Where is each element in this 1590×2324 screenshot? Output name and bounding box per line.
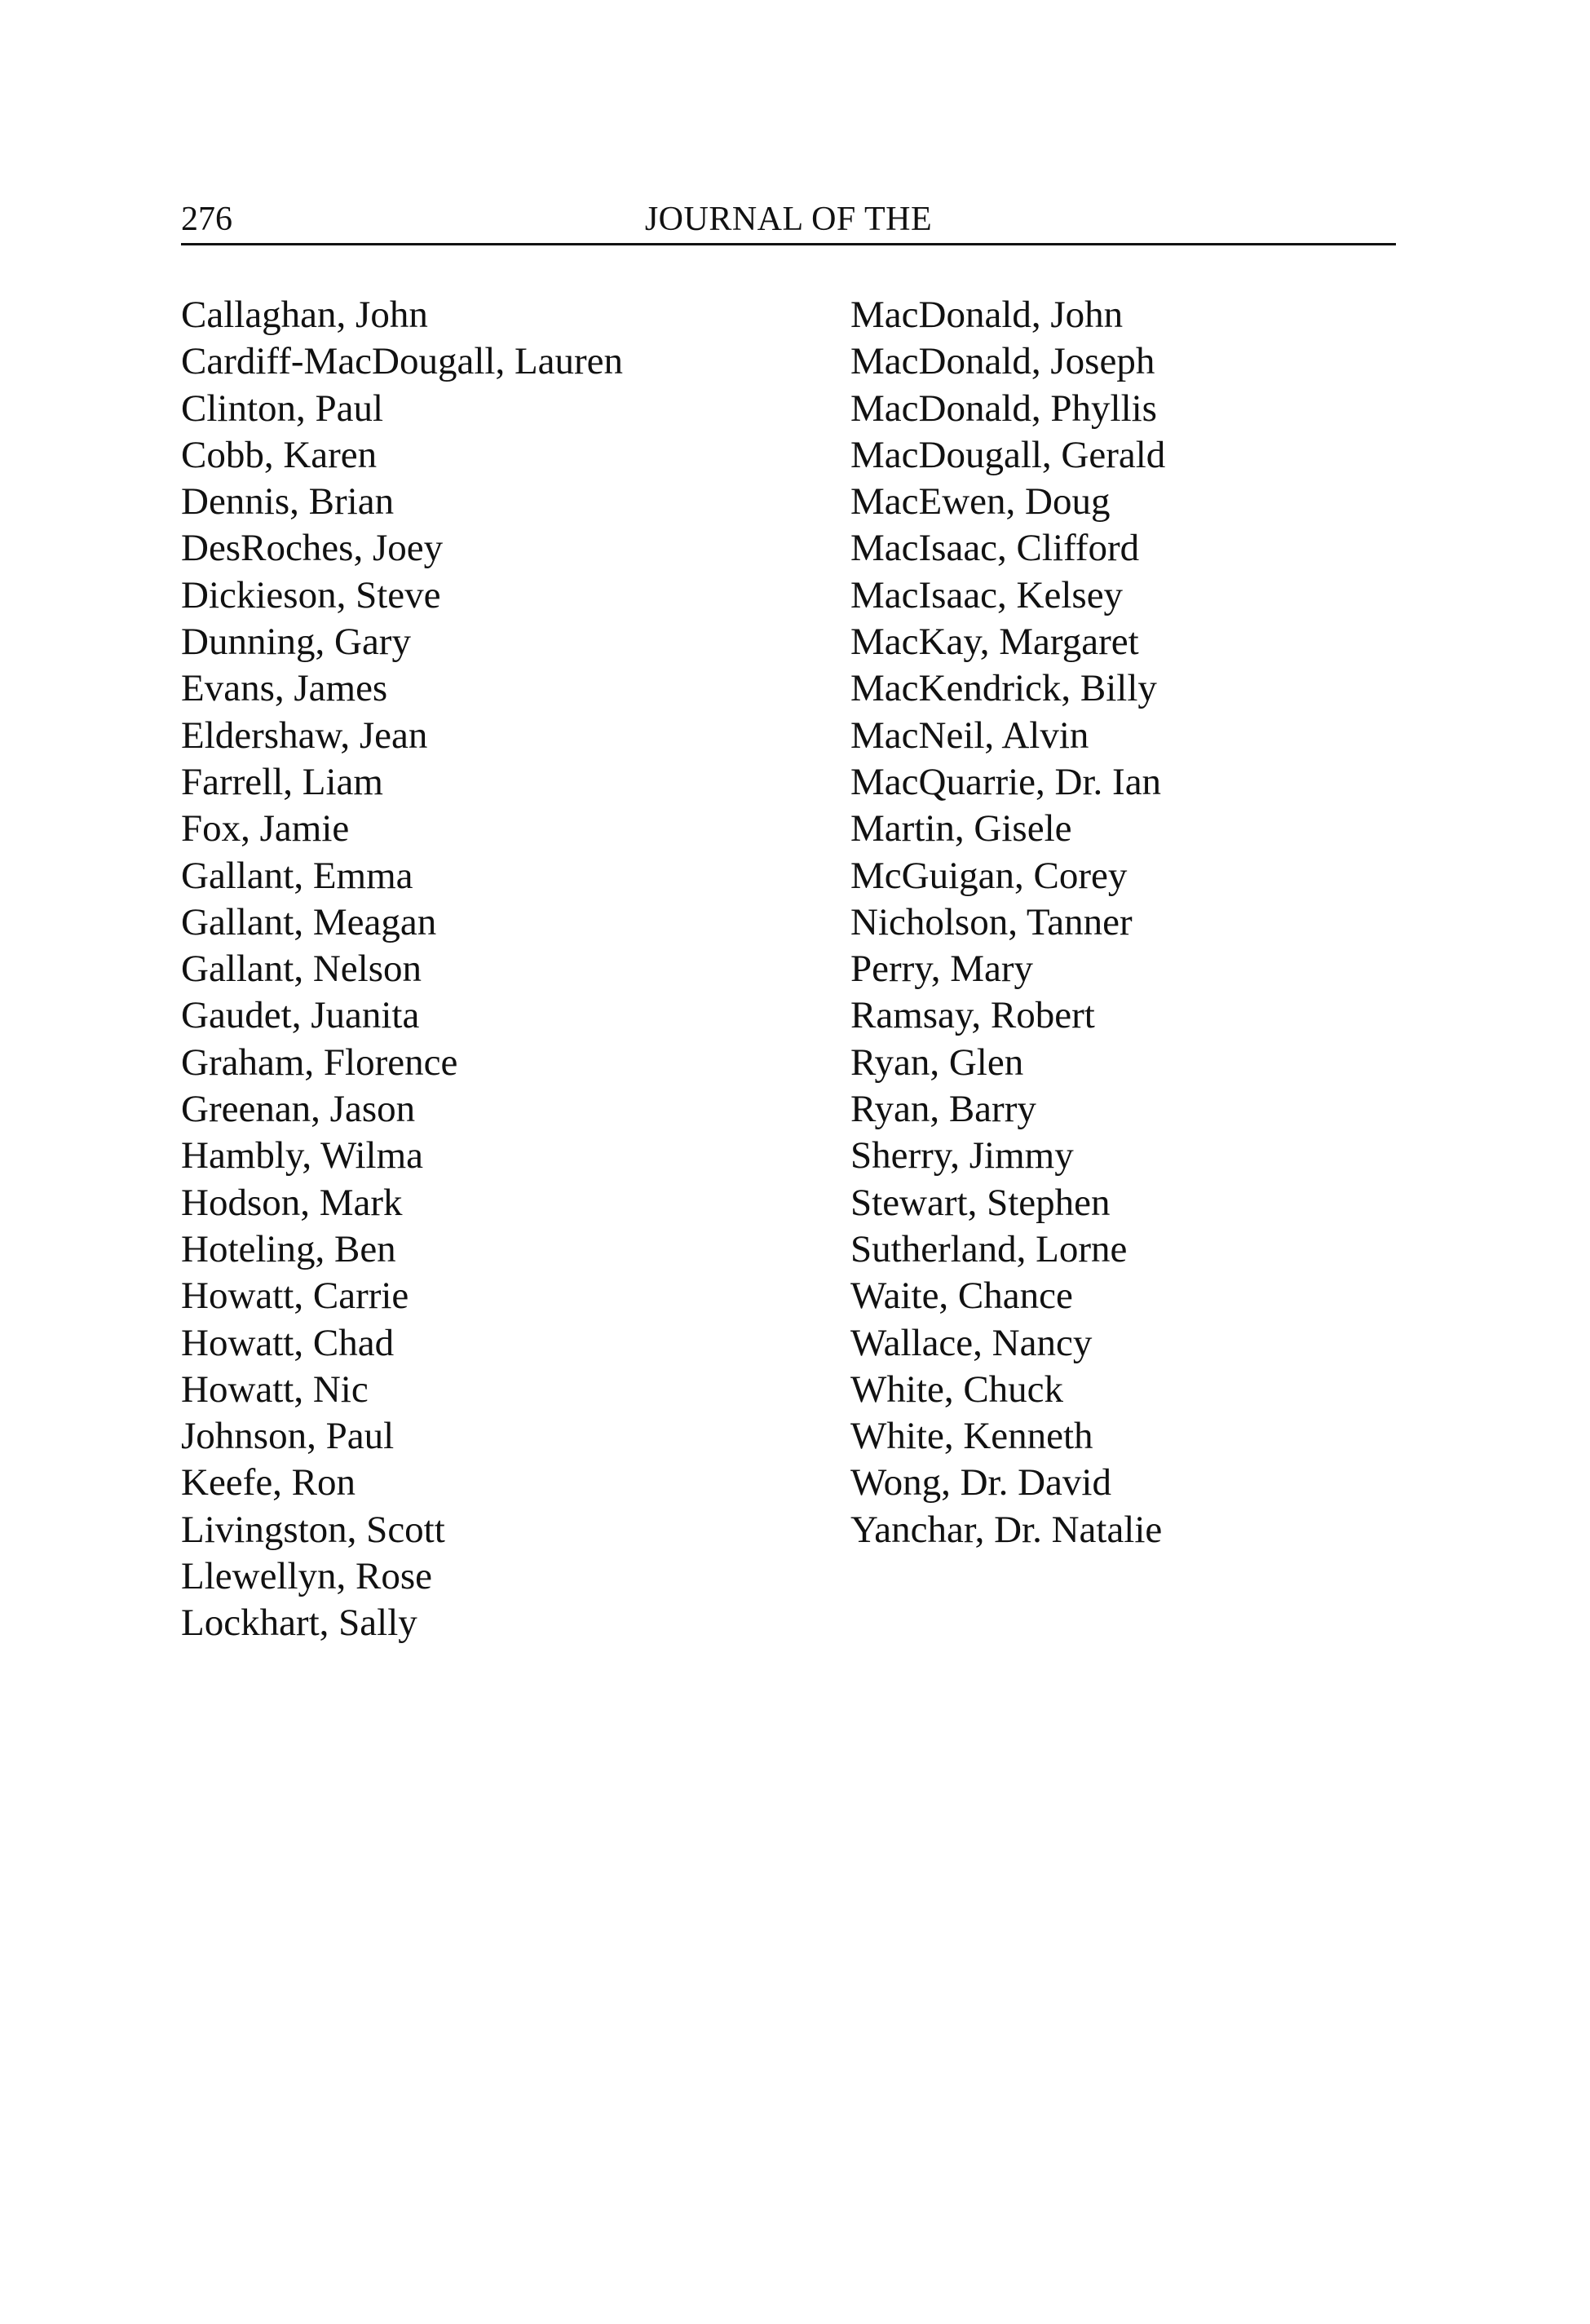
list-item: Gallant, Nelson [181,948,422,991]
list-item: Yanchar, Dr. Natalie [850,1508,1163,1551]
list-item: MacKay, Margaret [850,621,1139,664]
list-item: Livingston, Scott [181,1508,445,1551]
list-item: Nicholson, Tanner [850,900,1133,943]
list-item: DesRoches, Joey [181,527,444,570]
list-item: MacDonald, John [850,294,1124,336]
list-item: Dunning, Gary [181,621,411,664]
list-item: Dickieson, Steve [181,573,441,616]
list-item: MacDougall, Gerald [850,433,1166,476]
list-item: Sutherland, Lorne [850,1227,1128,1270]
list-item: Hambly, Wilma [181,1134,424,1177]
list-item: MacDonald, Phyllis [850,387,1157,430]
list-item: Ryan, Glen [850,1040,1024,1084]
journal-title: JOURNAL OF THE [644,201,933,238]
list-item: Wong, Dr. David [850,1461,1111,1504]
list-item: MacQuarrie, Dr. Ian [850,760,1162,803]
list-item: Waite, Chance [850,1275,1073,1318]
list-item: Cardiff-MacDougall, Lauren [181,340,624,383]
list-item: Greenan, Jason [181,1088,416,1131]
list-item: Johnson, Paul [181,1415,395,1458]
list-item: MacDonald, Joseph [850,340,1155,383]
list-item: Callaghan, John [181,294,428,336]
names-column-left [181,292,623,1647]
list-item: Evans, James [181,667,388,710]
list-item: Cobb, Karen [181,433,378,476]
list-item: Keefe, Ron [181,1461,356,1504]
list-item: Gallant, Emma [181,854,413,897]
page-number: 276 [181,201,232,238]
list-item: Gallant, Meagan [181,900,437,943]
list-item: Hodson, Mark [181,1181,403,1224]
list-item: MacKendrick, Billy [850,667,1157,710]
list-item: Ryan, Barry [850,1088,1036,1131]
list-item: Llewellyn, Rose [181,1555,433,1598]
names-column-right [850,292,1165,1553]
list-item: Farrell, Liam [181,760,383,803]
list-item: MacNeil, Alvin [850,714,1089,757]
list-item: White, Kenneth [850,1415,1093,1458]
list-item: White, Chuck [850,1367,1064,1411]
list-item: Howatt, Nic [181,1367,369,1411]
list-item: MacIsaac, Clifford [850,527,1140,570]
list-item: Fox, Jamie [181,807,350,851]
list-item: Martin, Gisele [850,807,1072,851]
list-item: Dennis, Brian [181,480,395,524]
list-item: McGuigan, Corey [850,854,1128,897]
running-header [181,196,1396,245]
list-item: Ramsay, Robert [850,994,1095,1037]
list-item: MacEwen, Doug [850,480,1111,524]
list-item: Perry, Mary [850,948,1034,991]
list-item: Stewart, Stephen [850,1181,1111,1224]
list-item: Eldershaw, Jean [181,714,428,757]
list-item: Howatt, Carrie [181,1275,409,1318]
list-item: Howatt, Chad [181,1321,395,1364]
list-item: Lockhart, Sally [181,1602,417,1645]
list-item: Graham, Florence [181,1040,458,1084]
list-item: Gaudet, Juanita [181,994,420,1037]
list-item: Wallace, Nancy [850,1321,1093,1364]
list-item: MacIsaac, Kelsey [850,573,1124,616]
list-item: Hoteling, Ben [181,1227,396,1270]
list-item: Sherry, Jimmy [850,1134,1074,1177]
list-item: Clinton, Paul [181,387,384,430]
